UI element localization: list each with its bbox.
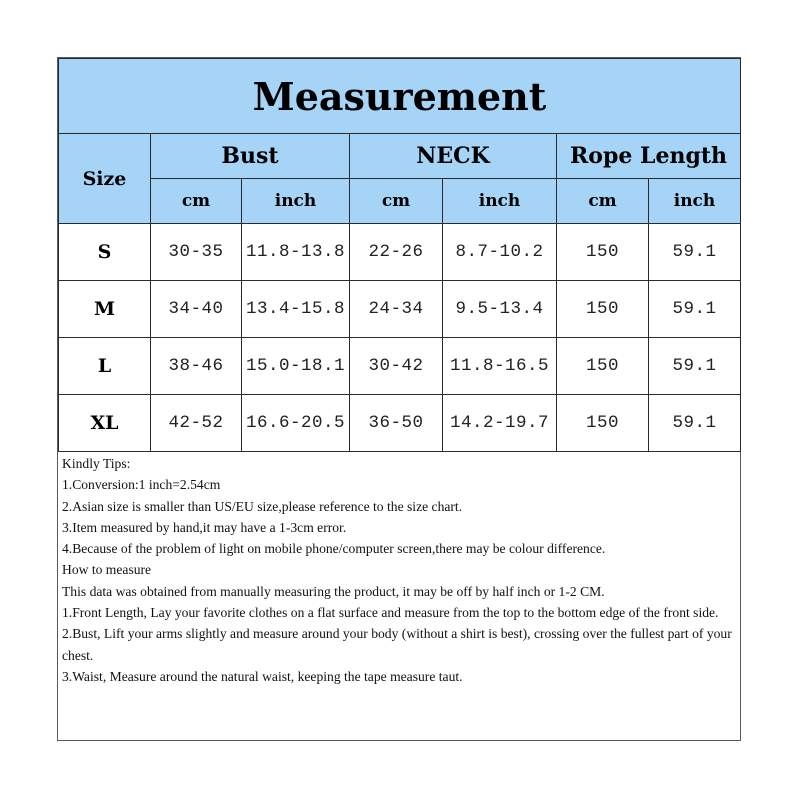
table-cell: 24-34	[350, 281, 443, 338]
table-cell: 150	[557, 338, 649, 395]
size-label: M	[59, 281, 151, 338]
table-cell: 34-40	[151, 281, 242, 338]
tip-line: 2.Bust, Lift your arms slightly and measure around your body (without a shirt is best), crossing over the fullest part of your chest.	[62, 626, 732, 663]
size-table	[58, 58, 741, 452]
page-title: Measurement	[59, 59, 741, 134]
tip-line: 3.Waist, Measure around the natural waist, keeping the tape measure taut.	[62, 668, 463, 684]
table-row	[59, 224, 741, 281]
size-chart-sheet	[57, 57, 741, 741]
table-cell: 59.1	[649, 281, 741, 338]
tip-line: 2.Asian size is smaller than US/EU size,please reference to the size chart.	[62, 498, 463, 514]
size-label: L	[59, 338, 151, 395]
table-cell: 15.0-18.1	[242, 338, 350, 395]
table-cell: 59.1	[649, 395, 741, 452]
table-cell: 30-35	[151, 224, 242, 281]
table-cell: 13.4-15.8	[242, 281, 350, 338]
table-cell: 59.1	[649, 338, 741, 395]
table-cell: 30-42	[350, 338, 443, 395]
table-cell: 36-50	[350, 395, 443, 452]
table-cell: 150	[557, 224, 649, 281]
size-label: S	[59, 224, 151, 281]
tip-line: 3.Item measured by hand,it may have a 1-3cm error.	[62, 519, 347, 535]
table-cell: 150	[557, 395, 649, 452]
table-row	[59, 395, 741, 452]
table-cell: 16.6-20.5	[242, 395, 350, 452]
unit-header: cm	[151, 179, 242, 224]
tip-line: This data was obtained from manually measuring the product, it may be off by half inch or 1-2 CM.	[62, 583, 605, 599]
table-cell: 11.8-13.8	[242, 224, 350, 281]
table-cell: 8.7-10.2	[443, 224, 557, 281]
table-cell: 150	[557, 281, 649, 338]
unit-header: cm	[350, 179, 443, 224]
tips-section	[62, 453, 738, 687]
tip-line: 4.Because of the problem of light on mobile phone/computer screen,there may be colour difference.	[62, 541, 606, 557]
how-to-measure-heading: How to measure	[62, 562, 152, 578]
table-row	[59, 281, 741, 338]
table-cell: 11.8-16.5	[443, 338, 557, 395]
unit-header: inch	[443, 179, 557, 224]
rope-length-group-header: Rope Length	[557, 134, 741, 179]
tips-heading: Kindly Tips:	[62, 456, 131, 471]
table-row	[59, 338, 741, 395]
table-cell: 38-46	[151, 338, 242, 395]
table-cell: 14.2-19.7	[443, 395, 557, 452]
tip-line: 1.Front Length, Lay your favorite clothes on a flat surface and measure from the top to the bottom edge of the front side.	[62, 605, 719, 621]
table-cell: 59.1	[649, 224, 741, 281]
table-cell: 22-26	[350, 224, 443, 281]
unit-header: cm	[557, 179, 649, 224]
size-column-header: Size	[59, 134, 151, 224]
bust-group-header: Bust	[151, 134, 350, 179]
unit-header: inch	[242, 179, 350, 224]
table-cell: 9.5-13.4	[443, 281, 557, 338]
tip-line: 1.Conversion:1 inch=2.54cm	[62, 477, 221, 493]
unit-header: inch	[649, 179, 741, 224]
table-cell: 42-52	[151, 395, 242, 452]
neck-group-header: NECK	[350, 134, 557, 179]
size-label: XL	[59, 395, 151, 452]
